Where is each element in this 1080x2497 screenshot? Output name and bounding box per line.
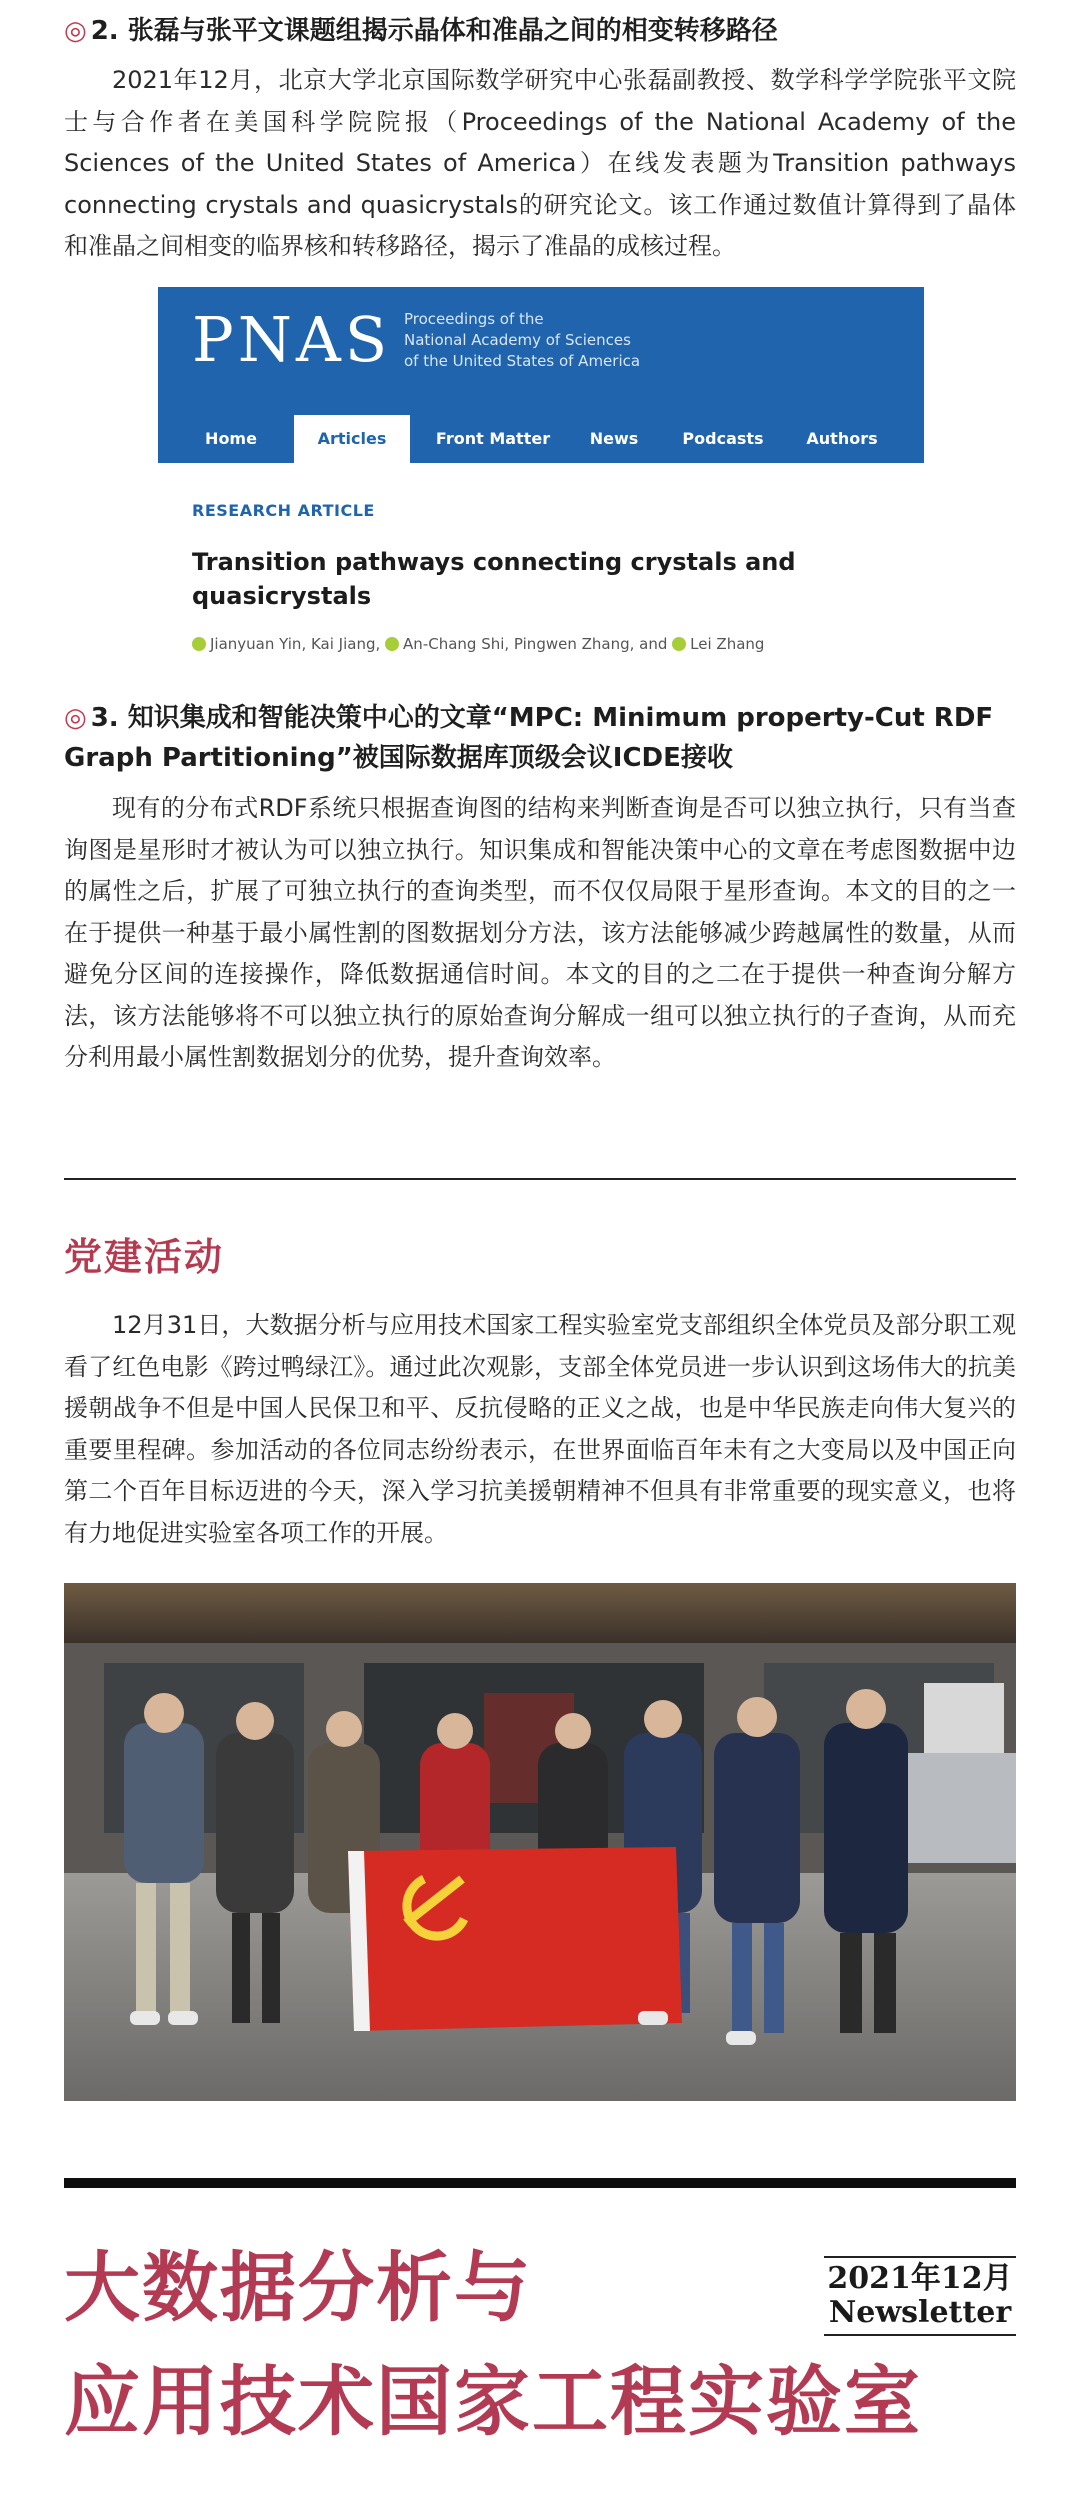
pnas-authors-a: Jianyuan Yin, Kai Jiang, — [210, 635, 381, 653]
pnas-nav-bar — [158, 415, 924, 463]
circle-bullet-icon: ◎ — [64, 703, 87, 733]
orcid-icon — [672, 637, 686, 651]
pnas-logo: PNAS — [192, 303, 392, 376]
pnas-subtitle-line: of the United States of America — [404, 352, 641, 370]
item2-body: 2021年12月，北京大学北京国际数学研究中心张磊副教授、数学科学学院张平文院士与合作者在美国科学院院报（Proceedings of the National Academy of the Sciences of the United States of America）在线发表题为Transition pathways connecting crystals and quasicrystals的研究论文。该工作通过数值计算得到了晶体和准晶之间相变的临界核和转移路径，揭示了准晶的成核过程。 — [64, 66, 1016, 260]
pnas-nav-podcasts[interactable]: Podcasts — [682, 429, 764, 448]
pnas-nav-authors[interactable]: Authors — [806, 429, 878, 448]
footer-rule — [64, 2178, 1016, 2188]
pnas-author-list — [192, 635, 764, 653]
footer-title-line2: 应用技术国家工程实验室 — [64, 2357, 922, 2446]
pnas-nav-front-matter[interactable]: Front Matter — [435, 429, 551, 448]
pnas-banner — [158, 287, 924, 463]
pnas-article-card — [158, 287, 924, 679]
flag-illustration — [348, 1847, 682, 2031]
item2-heading-text: 2. 张磊与张平文课题组揭示晶体和准晶之间的相变转移路径 — [90, 16, 778, 46]
newsletter-issue: 2021年12月 — [827, 2261, 1013, 2296]
orcid-icon — [385, 637, 399, 651]
party-body: 12月31日，大数据分析与应用技术国家工程实验室党支部组织全体党员及部分职工观看了红色电影《跨过鸭绿江》。通过此次观影，支部全体党员进一步认识到这场伟大的抗美援朝战争不但是中国人民保卫和平、反抗侵略的正义之战，也是中华民族走向伟大复兴的重要里程碑。参加活动的各位同志纷纷表示，在世界面临百年未有之大变局以及中国正向第二个百年目标迈进的今天，深入学习抗美援朝精神不但具有非常重要的现实意义，也将有力地促进实验室各项工作的开展。 — [64, 1311, 1016, 1547]
item3-heading-text: 3. 知识集成和智能决策中心的文章“MPC: Minimum property-Cut RDF Graph Partitioning”被国际数据库顶级会议ICDE接收 — [64, 703, 994, 773]
group-photo-illustration — [64, 1583, 1016, 2101]
item3-heading — [64, 698, 1016, 778]
circle-bullet-icon: ◎ — [64, 16, 87, 46]
orcid-icon — [192, 637, 206, 651]
newsletter-label: Newsletter — [828, 2295, 1012, 2330]
pnas-subtitle-line: National Academy of Sciences — [404, 331, 631, 349]
group-photo — [64, 1583, 1016, 2101]
party-section-title: 党建活动 — [64, 1235, 225, 1279]
pnas-nav-home[interactable]: Home — [205, 429, 257, 448]
pnas-article-title[interactable]: Transition pathways connecting crystals and quasicrystals — [192, 548, 796, 610]
pnas-authors-b: An-Chang Shi, Pingwen Zhang, and — [403, 635, 668, 653]
pnas-nav-articles[interactable]: Articles — [294, 415, 410, 463]
pnas-article-type: RESEARCH ARTICLE — [192, 501, 375, 520]
pnas-authors-c: Lei Zhang — [690, 635, 765, 653]
pnas-nav-news[interactable]: News — [589, 429, 639, 448]
pnas-subtitle — [404, 309, 704, 372]
pnas-subtitle-line: Proceedings of the — [404, 310, 544, 328]
section-divider — [64, 1178, 1016, 1180]
item3-body: 现有的分布式RDF系统只根据查询图的结构来判断查询是否可以独立执行，只有当查询图是星形时才被认为可以独立执行。知识集成和智能决策中心的文章在考虑图数据中边的属性之后，扩展了可独立执行的查询类型，而不仅仅局限于星形查询。本文的目的之一在于提供一种基于最小属性割的图数据划分方法，该方法能够减少跨越属性的数量，从而避免分区间的连接操作，降低数据通信时间。本文的目的之二在于提供一种查询分解方法，该方法能够将不可以独立执行的原始查询分解成一组可以独立执行的子查询，从而充分利用最小属性割数据划分的优势，提升查询效率。 — [64, 794, 1016, 1071]
newsletter-badge — [824, 2256, 1016, 2336]
item2-heading — [64, 11, 1016, 51]
footer-title-line1: 大数据分析与 — [64, 2243, 532, 2332]
